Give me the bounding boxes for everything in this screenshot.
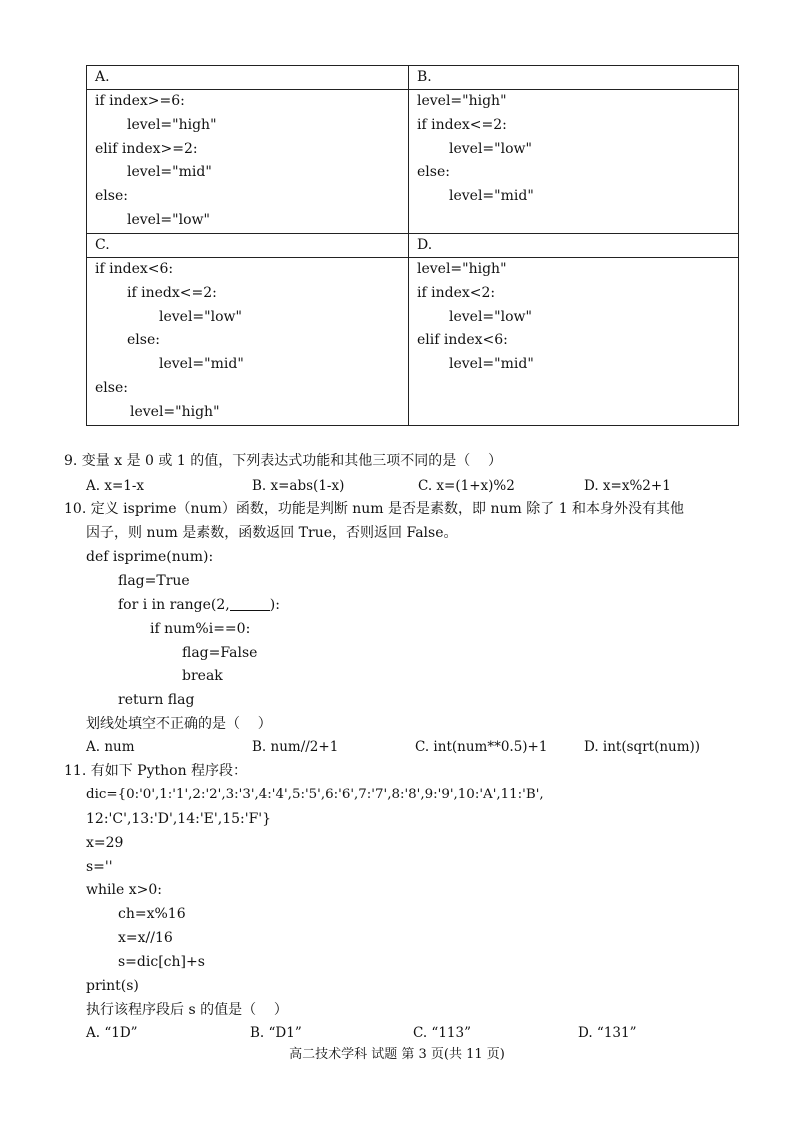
code-line: s='' [86,859,113,875]
code-line: break [182,668,223,684]
code-line-with-blank [118,595,280,615]
code-line: def isprime(num): [86,549,214,565]
page-footer: 高二技术学科 试题 第 3 页(共 11 页) [289,1047,505,1062]
code-line: else: [127,332,160,349]
code-fragment: for i in range(2, [118,597,230,613]
choice-b: B. num//2+1 [252,739,339,755]
code-line: level="high" [417,261,507,277]
code-line: x=x//16 [118,930,173,946]
code-line: else: [95,188,128,205]
code-line: level="mid" [449,188,534,205]
code-line: level="mid" [159,356,244,373]
code-line: dic={0:'0',1:'1',2:'2',3:'3',4:'4',5:'5',6:'6',7:'7',8:'8',9:'9',10:'A',11:'B', [86,787,544,802]
question-stem-cont: 因子，则 num 是素数，函数返回 True，否则返回 False。 [86,525,458,541]
choice-b: B. “D1” [250,1025,302,1041]
question-stem: 10. 定义 isprime（num）函数，功能是判断 num 是否是素数，即 num 除了 1 和本身外没有其他 [64,501,685,517]
code-line: if inedx<=2: [127,284,217,301]
option-b-label: B. [409,66,739,90]
choice-a: A. x=1-x [86,478,145,494]
code-line: level="mid" [127,164,212,181]
code-line: flag=False [182,645,258,661]
code-line: x=29 [86,835,124,851]
code-line: level="low" [127,211,210,228]
option-a-label: A. [87,66,409,90]
code-line: while x>0: [86,882,162,898]
code-line: else: [417,164,450,181]
choice-d: D. int(sqrt(num)) [584,739,701,755]
choice-d: D. x=x%2+1 [584,478,671,494]
choice-c: C. int(num**0.5)+1 [415,739,548,755]
option-b-code [409,90,739,234]
code-line: flag=True [118,573,190,589]
code-line: return flag [118,692,195,708]
code-line: if index>=6: [95,93,185,109]
code-line: s=dic[ch]+s [118,954,205,970]
question-prompt: 划线处填空不正确的是（ ） [86,716,272,732]
code-line: if index<2: [417,284,496,301]
code-fragment: ): [269,597,280,613]
code-line: if index<=2: [417,116,507,133]
option-a-code [87,90,409,234]
code-line: if num%i==0: [150,621,251,637]
question-stem: 9. 变量 x 是 0 或 1 的值，下列表达式功能和其他三项不同的是（ ） [64,453,503,469]
choice-a: A. “1D” [86,1025,138,1041]
choice-b: B. x=abs(1-x) [252,478,345,494]
code-line: elif index>=2: [95,140,198,157]
option-c-code [87,258,409,426]
choice-c: C. “113” [413,1025,472,1041]
code-line: level="high" [127,116,217,133]
code-line: level="mid" [449,356,534,373]
code-line: if index<6: [95,261,174,277]
choice-d: D. “131” [578,1025,637,1041]
code-line: level="low" [449,140,532,157]
options-table [86,65,739,426]
question-stem: 11. 有如下 Python 程序段： [64,763,248,779]
code-line: level="low" [159,308,242,325]
code-line: ch=x%16 [118,906,186,922]
question-prompt: 执行该程序段后 s 的值是（ ） [86,1002,288,1018]
code-line: 12:'C',13:'D',14:'E',15:'F'} [86,811,272,827]
choice-a: A. num [86,739,135,755]
option-d-label: D. [409,234,739,258]
code-line: level="high" [130,403,220,420]
choice-c: C. x=(1+x)%2 [418,478,515,494]
code-line: level="high" [417,93,507,109]
code-line: level="low" [449,308,532,325]
option-d-code [409,258,739,426]
code-line: elif index<6: [417,332,508,349]
option-c-label: C. [87,234,409,258]
fill-in-blank[interactable] [230,596,270,611]
code-line: print(s) [86,978,139,994]
code-line: else: [95,379,128,396]
